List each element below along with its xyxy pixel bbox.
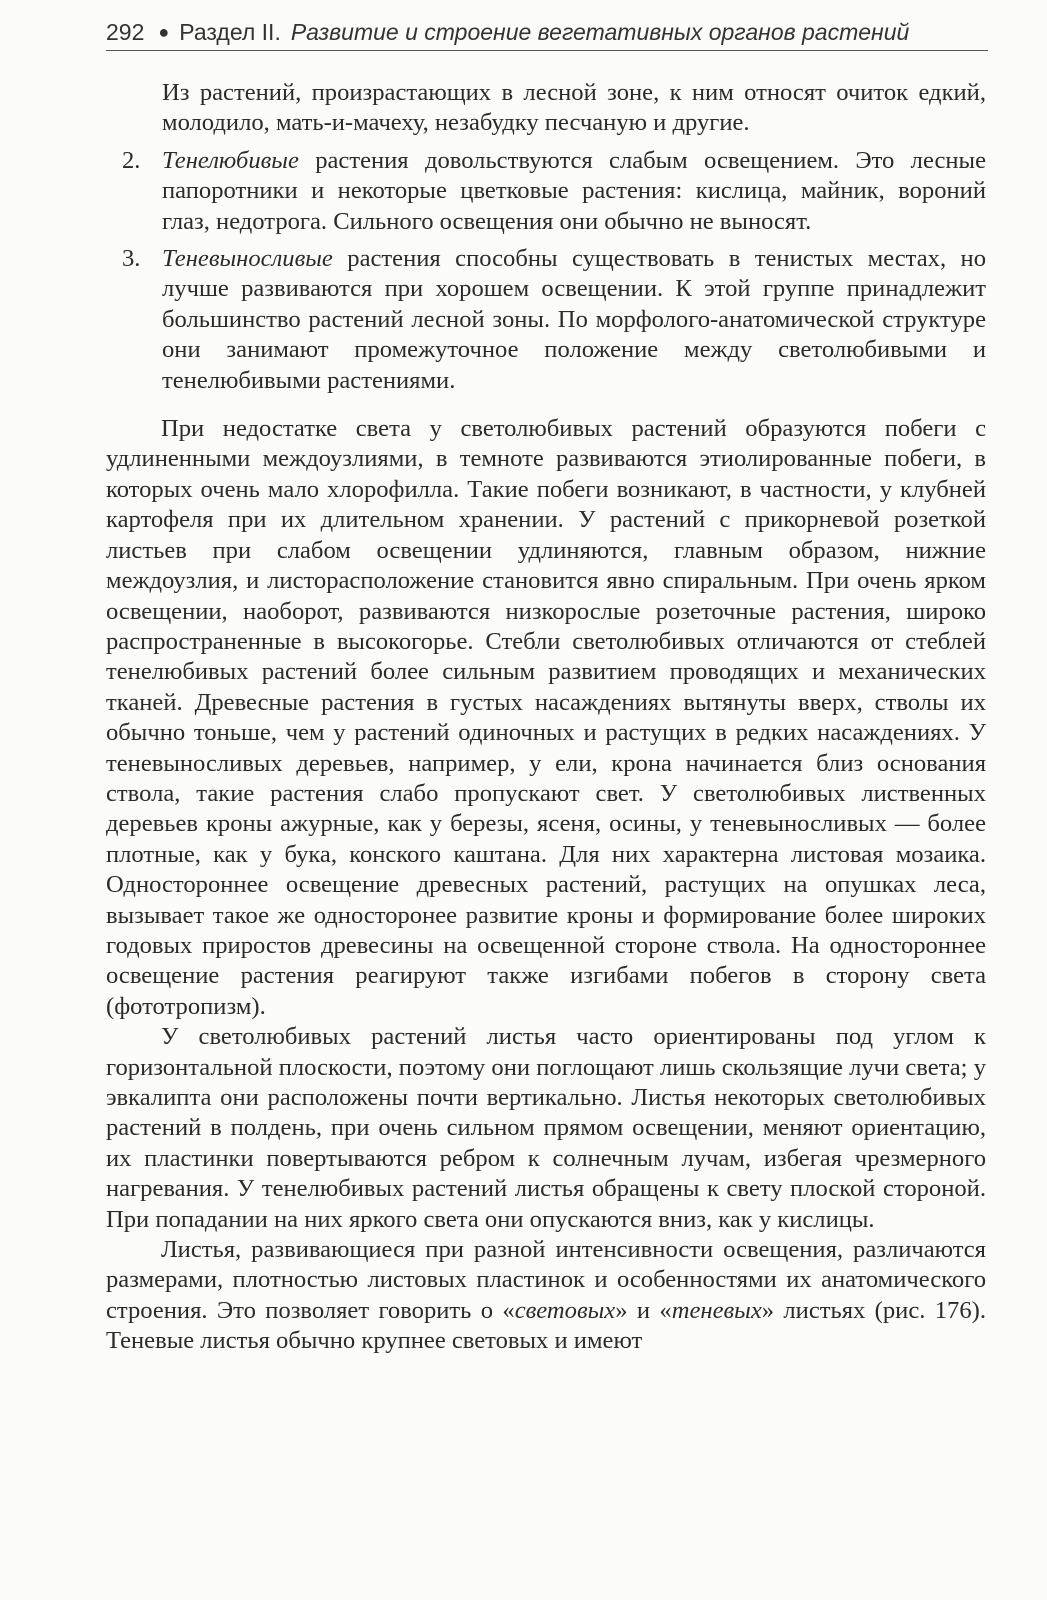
paragraph-text: » и « — [615, 1296, 672, 1324]
paragraph-text: Листья, развивающиеся при разной интенсивности освещения, различаются размерами, плотностью листовых пластинок и особенностями их анатомического строения. Это позволяет говорить о « — [106, 1236, 986, 1324]
list-number: 2. — [122, 146, 141, 174]
header-rule — [106, 50, 988, 51]
list-term: Теневыносливые — [162, 245, 333, 273]
body-paragraph: У светолюбивых растений листья часто ориентированы под углом к горизонтальной плоскости, поэтому они поглощают лишь скользящие лучи света; у эвкалипта они расположены почти вертикально. Листья некоторых светолюбивых растений в полдень, при очень сильном прямом освещении, меняют ориентацию, их пластинки повертываются ребром к солнечным лучам, избегая чрезмерного нагревания. У тенелюбивых растений листья обращены к свету плоской стороной. При попадании на них яркого света они опускаются вниз, как у кислицы. — [106, 1023, 986, 1233]
list-text: растения довольствуются слабым освещением. Это лесные папоротники и некоторые цветковые растения: кислица, майник, вороний глаз, недотрога. Сильного освещения они обычно не выносят. — [162, 146, 986, 235]
list-number: 3. — [122, 245, 141, 273]
list-text: растения способны существовать в тенистых местах, но лучше развиваются при хорошем освещении. К этой группе принадлежит большинство растений лесной зоны. По морфолого-анатомической структуре они занимают промежуточное положение между светолюбивыми и тенелюбивыми растениями. — [162, 245, 986, 394]
page-number: 292 — [106, 19, 145, 45]
page-body — [106, 78, 986, 1357]
paragraph-text: » листьях (рис. 176). Теневые листья обычно крупнее световых и имеют — [106, 1296, 986, 1355]
body-paragraph — [106, 1235, 986, 1357]
term-light-leaves: световых — [514, 1296, 616, 1324]
list-item — [106, 146, 986, 237]
list-item — [106, 244, 986, 396]
body-paragraph: При недостатке света у светолюбивых растений образуются побеги с удлиненными междоузлиями, в темноте развиваются этиолированные побеги, в которых очень мало хлорофилла. Такие побеги возникают, в частности, у клубней картофеля при их длительном хранении. У растений с прикорневой розеткой листьев при слабом освещении удлиняются, главным образом, нижние междоузлия, и листорасположение становится явно спиральным. При очень ярком освещении, наоборот, развиваются низкорослые розеточные растения, широко распространенные в высокогорье. Стебли светолюбивых отличаются от стеблей тенелюбивых растений более сильным развитием проводящих и механических тканей. Древесные растения в густых насаждениях вытянуты вверх, стволы их обычно тоньше, чем у растений одиночных и растущих в редких насаждениях. У теневыносливых деревьев, например, у ели, крона начинается близ основания ствола, такие растения слабо пропускают свет. У светолюбивых лиственных деревьев кроны ажурные, как у березы, ясеня, осины, у теневыносливых — более плотные, как у бука, конского каштана. Для них характерна листовая мозаика. Одностороннее освещение древесных растений, растущих на опушках леса, вызывает такое же односторонее развитие кроны и формирование более широких годовых приростов древесины на освещенной стороне ствола. На одностороннее освещение растения реагируют также изгибами побегов в сторону света (фототропизм). — [106, 415, 986, 1020]
intro-continuation: Из растений, произрастающих в лесной зоне, к ним относят очиток едкий, молодило, мать-и-мачеху, незабудку песчаную и другие. — [162, 79, 986, 137]
bullet-icon: ● — [158, 22, 170, 42]
section-label: Раздел II. — [179, 19, 281, 45]
list-term: Тенелюбивые — [162, 146, 299, 174]
running-header — [106, 14, 986, 50]
chapter-title: Развитие и строение вегетативных органов растений — [290, 19, 910, 45]
term-shade-leaves: теневых — [671, 1296, 762, 1324]
